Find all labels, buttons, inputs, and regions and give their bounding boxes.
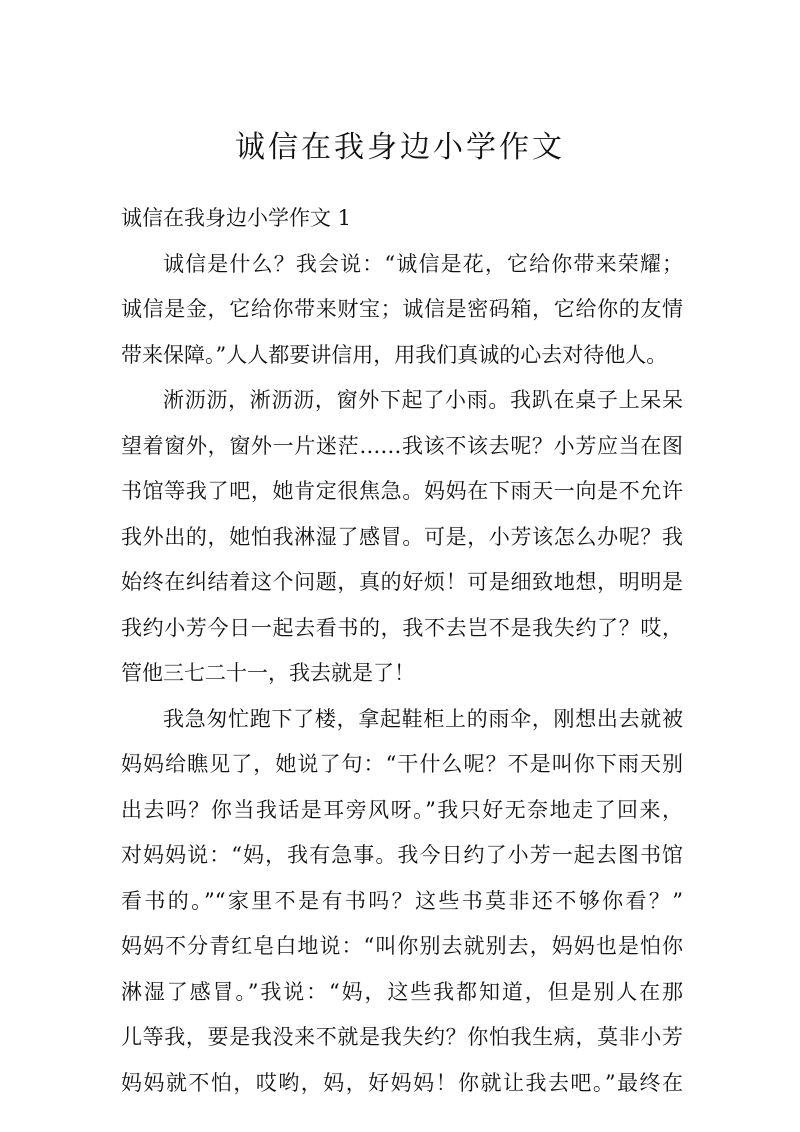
document-body [121,196,683,1106]
text-line: 淅沥沥，淅沥沥，窗外下起了小雨。我趴在桌子上呆呆 [163,388,683,412]
text-line: 儿等我，要是我没来不就是我失约？你怕我生病，莫非小芳 [121,1025,683,1049]
text-line: 带来保障。”人人都要讲信用，用我们真诚的心去对待他人。 [121,342,668,367]
text-line: 望着窗外，窗外一片迷茫……我该不该去呢？小芳应当在图 [121,433,683,458]
text-line: 对妈妈说：“妈，我有急事。我今日约了小芳一起去图书馆 [121,843,683,867]
text-line: 妈妈给瞧见了，她说了句：“干什么呢？不是叫你下雨天别 [121,752,683,776]
text-line: 淋湿了感冒。”我说：“妈，这些我都知道，但是别人在那 [121,979,683,1004]
text-line: 我外出的，她怕我淋湿了感冒。可是，小芳该怎么办呢？我 [121,524,683,549]
paragraph-1 [121,242,683,379]
text-line: 我约小芳今日一起去看书的，我不去岂不是我失约了？哎， [121,615,683,640]
text-line: 看书的。”“家里不是有书吗？这些书莫非还不够你看？” [121,888,683,913]
section-subtitle: 诚信在我身边小学作文 1 [121,206,352,230]
paragraph-2 [121,378,683,697]
text-line: 管他三七二十一，我去就是了！ [121,661,415,685]
paragraph-3 [121,697,683,1107]
text-line: 妈妈就不怕，哎哟，妈，好妈妈！你就让我去吧。”最终在 [121,1070,683,1095]
text-line: 出去吗？你当我话是耳旁风呀。”我只好无奈地走了回来， [121,797,683,822]
text-line: 我急匆忙跑下了楼，拿起鞋柜上的雨伞，刚想出去就被 [163,706,683,731]
text-line: 始终在纠结着这个问题，真的好烦！可是细致地想，明明是 [121,570,683,594]
text-line: 妈妈不分青红皂白地说：“叫你别去就别去，妈妈也是怕你 [121,934,683,958]
text-line: 诚信是什么？我会说：“诚信是花，它给你带来荣耀； [163,251,683,276]
page-title: 诚信在我身边小学作文 [235,130,565,165]
text-line: 诚信是金，它给你带来财宝；诚信是密码箱，它给你的友情 [121,297,683,321]
text-line: 书馆等我了吧，她肯定很焦急。妈妈在下雨天一向是不允许 [121,479,683,503]
